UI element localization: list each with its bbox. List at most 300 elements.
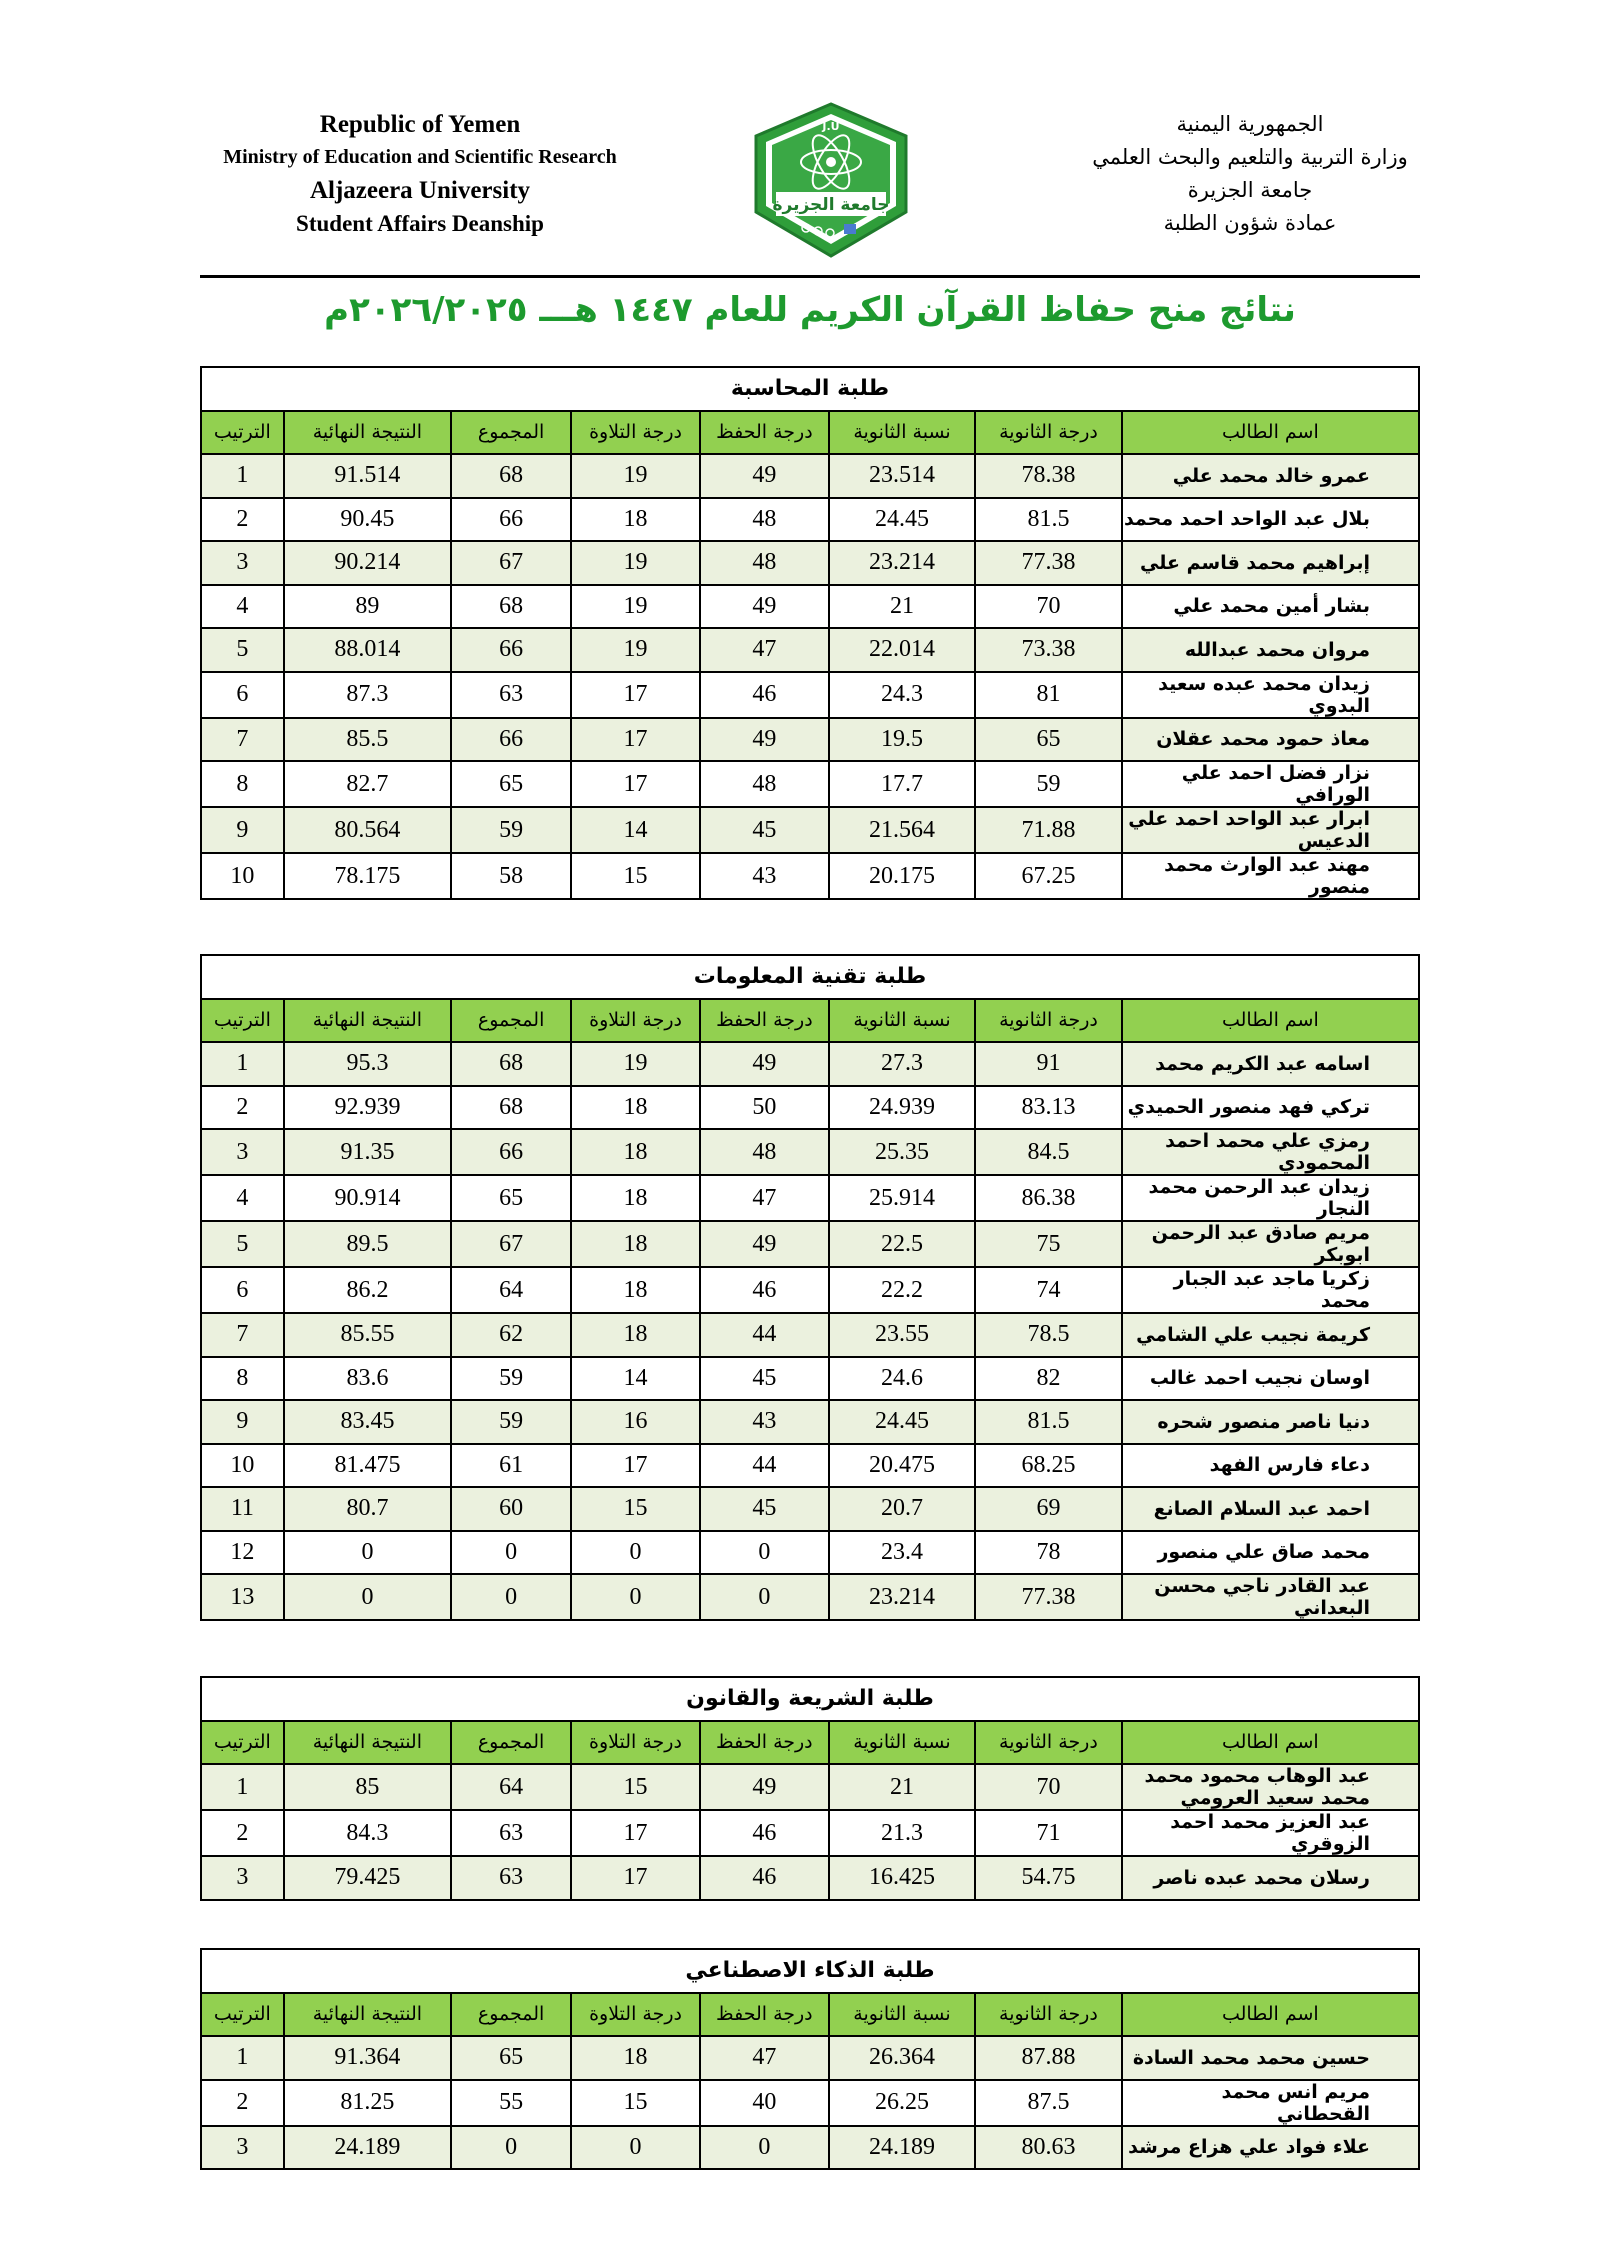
table-header-row [201,1993,1419,2037]
letterhead [0,0,1600,280]
rank-cell: 10 [201,1444,284,1488]
university-logo-icon [746,100,916,260]
total-cell: 0 [451,1531,571,1575]
table-row [201,1221,1419,1267]
final-result-cell: 90.914 [284,1175,451,1221]
rank-cell: 7 [201,718,284,762]
memorization-cell: 45 [700,807,829,853]
english-line-ministry: Ministry of Education and Scientific Research [223,146,617,168]
final-result-cell: 83.45 [284,1400,451,1444]
secondary-percent-cell: 26.364 [829,2036,975,2080]
secondary-grade-cell: 91 [975,1042,1121,1086]
recitation-cell: 17 [571,672,700,718]
table-row [201,498,1419,542]
student-name-cell: احمد عبد السلام الصانع [1122,1487,1419,1531]
rank-cell: 11 [201,1487,284,1531]
secondary-grade-cell: 80.63 [975,2126,1121,2170]
recitation-cell: 15 [571,853,700,899]
final-result-cell: 90.45 [284,498,451,542]
total-cell: 65 [451,2036,571,2080]
section-title: طلبة الشريعة والقانون [201,1677,1419,1721]
total-cell: 66 [451,498,571,542]
column-header-final-result: النتيجة النهائية [284,411,451,455]
student-name-cell: اوسان نجيب احمد غالب [1122,1357,1419,1401]
rank-cell: 6 [201,1267,284,1313]
recitation-cell: 0 [571,1531,700,1575]
rank-cell: 3 [201,1129,284,1175]
secondary-percent-cell: 21 [829,1764,975,1810]
memorization-cell: 49 [700,454,829,498]
column-header-student-name: اسم الطالب [1122,1993,1419,2037]
final-result-cell: 87.3 [284,672,451,718]
column-header-student-name: اسم الطالب [1122,1721,1419,1765]
section-title: طلبة تقنية المعلومات [201,955,1419,999]
recitation-cell: 19 [571,541,700,585]
recitation-cell: 15 [571,1764,700,1810]
student-name-cell: مهند عبد الوارث محمد منصور [1122,853,1419,899]
memorization-cell: 47 [700,1175,829,1221]
table-row [201,628,1419,672]
recitation-cell: 18 [571,2036,700,2080]
memorization-cell: 0 [700,1531,829,1575]
column-header-rank: الترتيب [201,1993,284,2037]
english-line-deanship: Student Affairs Deanship [296,211,544,236]
table-row [201,1810,1419,1856]
recitation-cell: 14 [571,807,700,853]
table-row [201,1313,1419,1357]
final-result-cell: 83.6 [284,1357,451,1401]
table-row [201,2126,1419,2170]
recitation-cell: 19 [571,628,700,672]
secondary-percent-cell: 22.5 [829,1221,975,1267]
rank-cell: 12 [201,1531,284,1575]
section-title-row [201,955,1419,999]
student-name-cell: تركي فهد منصور الحميدي [1122,1086,1419,1130]
recitation-cell: 14 [571,1357,700,1401]
final-result-cell: 92.939 [284,1086,451,1130]
secondary-grade-cell: 81.5 [975,1400,1121,1444]
secondary-percent-cell: 23.55 [829,1313,975,1357]
student-name-cell: عبد الوهاب محمود محمد محمد سعيد العرومي [1122,1764,1419,1810]
total-cell: 68 [451,1086,571,1130]
rank-cell: 9 [201,807,284,853]
secondary-percent-cell: 20.175 [829,853,975,899]
final-result-cell: 81.475 [284,1444,451,1488]
recitation-cell: 18 [571,1313,700,1357]
memorization-cell: 44 [700,1444,829,1488]
table-row [201,1531,1419,1575]
table-row [201,761,1419,807]
secondary-percent-cell: 24.189 [829,2126,975,2170]
recitation-cell: 18 [571,1267,700,1313]
student-name-cell: مروان محمد عبدالله [1122,628,1419,672]
english-line-university: Aljazeera University [309,177,531,204]
student-name-cell: نزار فضل احمد علي الورافي [1122,761,1419,807]
table-row [201,1267,1419,1313]
total-cell: 63 [451,1810,571,1856]
recitation-cell: 17 [571,718,700,762]
total-cell: 66 [451,628,571,672]
secondary-percent-cell: 25.914 [829,1175,975,1221]
secondary-grade-cell: 68.25 [975,1444,1121,1488]
total-cell: 68 [451,585,571,629]
total-cell: 63 [451,672,571,718]
total-cell: 0 [451,1574,571,1620]
logo-name: جامعة الجزيرة [772,195,890,215]
student-name-cell: اسامه عبد الكريم محمد [1122,1042,1419,1086]
final-result-cell: 88.014 [284,628,451,672]
recitation-cell: 18 [571,1221,700,1267]
memorization-cell: 48 [700,498,829,542]
table-header-row [201,411,1419,455]
table-row [201,2036,1419,2080]
secondary-grade-cell: 67.25 [975,853,1121,899]
student-name-cell: عبد العزيز محمد احمد الزوقري [1122,1810,1419,1856]
arabic-line-ministry: وزارة التربية والتلعيم والبحث العلمي [1092,145,1408,169]
secondary-grade-cell: 78.5 [975,1313,1121,1357]
recitation-cell: 15 [571,2080,700,2126]
secondary-grade-cell: 81.5 [975,498,1121,542]
column-header-student-name: اسم الطالب [1122,411,1419,455]
arabic-line-country: الجمهورية اليمنية [1176,112,1324,136]
column-header-rank: الترتيب [201,999,284,1043]
memorization-cell: 49 [700,718,829,762]
table-row [201,807,1419,853]
final-result-cell: 90.214 [284,541,451,585]
memorization-cell: 45 [700,1487,829,1531]
secondary-grade-cell: 84.5 [975,1129,1121,1175]
student-name-cell: عمرو خالد محمد علي [1122,454,1419,498]
memorization-cell: 43 [700,853,829,899]
total-cell: 0 [451,2126,571,2170]
table-row [201,1086,1419,1130]
section-title-row [201,1677,1419,1721]
column-header-total: المجموع [451,1993,571,2037]
table-row [201,2080,1419,2126]
table-row [201,1042,1419,1086]
secondary-percent-cell: 21.3 [829,1810,975,1856]
memorization-cell: 48 [700,761,829,807]
rank-cell: 10 [201,853,284,899]
final-result-cell: 24.189 [284,2126,451,2170]
secondary-percent-cell: 24.3 [829,672,975,718]
final-result-cell: 81.25 [284,2080,451,2126]
results-table [200,1948,1420,2170]
student-name-cell: مريم صادق عبد الرحمن ابوبكر [1122,1221,1419,1267]
total-cell: 59 [451,807,571,853]
total-cell: 66 [451,1129,571,1175]
secondary-grade-cell: 71 [975,1810,1121,1856]
student-name-cell: محمد صاق علي منصور [1122,1531,1419,1575]
rank-cell: 5 [201,628,284,672]
final-result-cell: 95.3 [284,1042,451,1086]
section-sharia-law [200,1676,1420,1901]
column-header-secondary-grade: درجة الثانوية [975,1721,1121,1765]
rank-cell: 9 [201,1400,284,1444]
total-cell: 65 [451,761,571,807]
secondary-grade-cell: 81 [975,672,1121,718]
column-header-memorization: درجة الحفظ [700,999,829,1043]
column-header-total: المجموع [451,1721,571,1765]
total-cell: 61 [451,1444,571,1488]
rank-cell: 3 [201,541,284,585]
table-row [201,1574,1419,1620]
total-cell: 58 [451,853,571,899]
memorization-cell: 49 [700,585,829,629]
final-result-cell: 86.2 [284,1267,451,1313]
recitation-cell: 19 [571,1042,700,1086]
column-header-rank: الترتيب [201,411,284,455]
table-header-row [201,999,1419,1043]
rank-cell: 2 [201,498,284,542]
column-header-secondary-percent: نسبة الثانوية [829,411,975,455]
recitation-cell: 18 [571,498,700,542]
memorization-cell: 44 [700,1313,829,1357]
column-header-secondary-percent: نسبة الثانوية [829,1993,975,2037]
secondary-percent-cell: 22.2 [829,1267,975,1313]
secondary-grade-cell: 70 [975,1764,1121,1810]
section-information-technology [200,954,1420,1621]
recitation-cell: 17 [571,1856,700,1900]
column-header-final-result: النتيجة النهائية [284,1993,451,2037]
final-result-cell: 78.175 [284,853,451,899]
table-row [201,1175,1419,1221]
student-name-cell: معاذ حمود محمد عقلان [1122,718,1419,762]
column-header-recitation: درجة التلاوة [571,411,700,455]
final-result-cell: 85.5 [284,718,451,762]
recitation-cell: 17 [571,1444,700,1488]
secondary-grade-cell: 73.38 [975,628,1121,672]
recitation-cell: 17 [571,1810,700,1856]
memorization-cell: 48 [700,1129,829,1175]
memorization-cell: 0 [700,2126,829,2170]
section-title: طلبة المحاسبة [201,367,1419,411]
total-cell: 68 [451,454,571,498]
memorization-cell: 47 [700,2036,829,2080]
memorization-cell: 48 [700,541,829,585]
memorization-cell: 43 [700,1400,829,1444]
student-name-cell: بشار أمين محمد علي [1122,585,1419,629]
student-name-cell: دنيا ناصر منصور شحره [1122,1400,1419,1444]
secondary-grade-cell: 70 [975,585,1121,629]
secondary-percent-cell: 20.475 [829,1444,975,1488]
arabic-line-university: جامعة الجزيرة [1187,178,1313,202]
memorization-cell: 49 [700,1221,829,1267]
secondary-grade-cell: 82 [975,1357,1121,1401]
total-cell: 64 [451,1267,571,1313]
total-cell: 68 [451,1042,571,1086]
memorization-cell: 45 [700,1357,829,1401]
rank-cell: 1 [201,1764,284,1810]
student-name-cell: بلال عبد الواحد احمد محمد [1122,498,1419,542]
recitation-cell: 18 [571,1086,700,1130]
student-name-cell: رسلان محمد عبده ناصر [1122,1856,1419,1900]
recitation-cell: 0 [571,2126,700,2170]
final-result-cell: 0 [284,1574,451,1620]
column-header-student-name: اسم الطالب [1122,999,1419,1043]
document-title: نتائج منح حفاظ القرآن الكريم للعام ١٤٤٧ هـــ ٢٠٢٦/٢٠٢٥م [324,290,1296,330]
column-header-total: المجموع [451,411,571,455]
final-result-cell: 91.514 [284,454,451,498]
secondary-grade-cell: 87.5 [975,2080,1121,2126]
total-cell: 63 [451,1856,571,1900]
column-header-memorization: درجة الحفظ [700,1993,829,2037]
column-header-recitation: درجة التلاوة [571,999,700,1043]
memorization-cell: 46 [700,1856,829,1900]
secondary-percent-cell: 23.214 [829,1574,975,1620]
table-row [201,1487,1419,1531]
rank-cell: 2 [201,2080,284,2126]
final-result-cell: 85.55 [284,1313,451,1357]
recitation-cell: 16 [571,1400,700,1444]
section-title-row [201,367,1419,411]
rank-cell: 1 [201,1042,284,1086]
total-cell: 65 [451,1175,571,1221]
table-row [201,454,1419,498]
secondary-grade-cell: 86.38 [975,1175,1121,1221]
rank-cell: 3 [201,1856,284,1900]
student-name-cell: حسين محمد محمد السادة [1122,2036,1419,2080]
rank-cell: 8 [201,761,284,807]
column-header-final-result: النتيجة النهائية [284,1721,451,1765]
final-result-cell: 85 [284,1764,451,1810]
secondary-percent-cell: 24.939 [829,1086,975,1130]
rank-cell: 1 [201,454,284,498]
column-header-rank: الترتيب [201,1721,284,1765]
header-divider [200,275,1420,278]
rank-cell: 2 [201,1810,284,1856]
secondary-grade-cell: 65 [975,718,1121,762]
rank-cell: 4 [201,1175,284,1221]
column-header-final-result: النتيجة النهائية [284,999,451,1043]
final-result-cell: 91.364 [284,2036,451,2080]
recitation-cell: 19 [571,454,700,498]
secondary-percent-cell: 24.45 [829,498,975,542]
total-cell: 67 [451,541,571,585]
secondary-percent-cell: 22.014 [829,628,975,672]
total-cell: 59 [451,1357,571,1401]
student-name-cell: كريمة نجيب علي الشامي [1122,1313,1419,1357]
total-cell: 66 [451,718,571,762]
secondary-grade-cell: 77.38 [975,1574,1121,1620]
rank-cell: 2 [201,1086,284,1130]
rank-cell: 6 [201,672,284,718]
rank-cell: 8 [201,1357,284,1401]
total-cell: 67 [451,1221,571,1267]
secondary-percent-cell: 24.45 [829,1400,975,1444]
column-header-secondary-grade: درجة الثانوية [975,1993,1121,2037]
table-row [201,1444,1419,1488]
table-row [201,718,1419,762]
table-row [201,853,1419,899]
arabic-line-deanship: عمادة شؤون الطلبة [1163,211,1337,235]
final-result-cell: 89 [284,585,451,629]
student-name-cell: علاء فواد علي هزاع مرشد [1122,2126,1419,2170]
secondary-percent-cell: 24.6 [829,1357,975,1401]
final-result-cell: 80.564 [284,807,451,853]
column-header-total: المجموع [451,999,571,1043]
logo-abbr: J.U [822,120,840,133]
rank-cell: 1 [201,2036,284,2080]
section-artificial-intelligence [200,1948,1420,2170]
secondary-grade-cell: 83.13 [975,1086,1121,1130]
secondary-grade-cell: 77.38 [975,541,1121,585]
memorization-cell: 49 [700,1042,829,1086]
secondary-percent-cell: 21 [829,585,975,629]
table-row [201,585,1419,629]
total-cell: 60 [451,1487,571,1531]
total-cell: 62 [451,1313,571,1357]
memorization-cell: 47 [700,628,829,672]
english-line-country: Republic of Yemen [319,111,521,138]
recitation-cell: 19 [571,585,700,629]
column-header-secondary-grade: درجة الثانوية [975,999,1121,1043]
rank-cell: 5 [201,1221,284,1267]
secondary-grade-cell: 78 [975,1531,1121,1575]
student-name-cell: مريم انس محمد القحطاني [1122,2080,1419,2126]
secondary-grade-cell: 74 [975,1267,1121,1313]
secondary-percent-cell: 21.564 [829,807,975,853]
student-name-cell: زيدان عبد الرحمن محمد النجار [1122,1175,1419,1221]
secondary-grade-cell: 87.88 [975,2036,1121,2080]
table-row [201,672,1419,718]
section-title-row [201,1949,1419,1993]
results-table [200,954,1420,1621]
table-row [201,541,1419,585]
memorization-cell: 46 [700,672,829,718]
student-name-cell: زكريا ماجد عبد الجبار محمد [1122,1267,1419,1313]
student-name-cell: إبراهيم محمد قاسم علي [1122,541,1419,585]
column-header-recitation: درجة التلاوة [571,1993,700,2037]
recitation-cell: 15 [571,1487,700,1531]
recitation-cell: 18 [571,1129,700,1175]
column-header-recitation: درجة التلاوة [571,1721,700,1765]
secondary-percent-cell: 26.25 [829,2080,975,2126]
column-header-memorization: درجة الحفظ [700,1721,829,1765]
secondary-grade-cell: 69 [975,1487,1121,1531]
recitation-cell: 17 [571,761,700,807]
section-title: طلبة الذكاء الاصطناعي [201,1949,1419,1993]
table-row [201,1764,1419,1810]
rank-cell: 4 [201,585,284,629]
memorization-cell: 0 [700,1574,829,1620]
student-name-cell: رمزي علي محمد احمد المحمودي [1122,1129,1419,1175]
table-header-row [201,1721,1419,1765]
secondary-grade-cell: 59 [975,761,1121,807]
table-row [201,1129,1419,1175]
secondary-percent-cell: 23.514 [829,454,975,498]
total-cell: 59 [451,1400,571,1444]
final-result-cell: 91.35 [284,1129,451,1175]
english-letterhead [180,108,660,240]
final-result-cell: 84.3 [284,1810,451,1856]
recitation-cell: 0 [571,1574,700,1620]
results-table [200,366,1420,900]
secondary-percent-cell: 23.214 [829,541,975,585]
column-header-secondary-percent: نسبة الثانوية [829,1721,975,1765]
secondary-percent-cell: 23.4 [829,1531,975,1575]
rank-cell: 13 [201,1574,284,1620]
secondary-percent-cell: 17.7 [829,761,975,807]
results-table [200,1676,1420,1901]
column-header-secondary-grade: درجة الثانوية [975,411,1121,455]
table-row [201,1856,1419,1900]
secondary-percent-cell: 20.7 [829,1487,975,1531]
secondary-grade-cell: 75 [975,1221,1121,1267]
memorization-cell: 46 [700,1810,829,1856]
secondary-percent-cell: 16.425 [829,1856,975,1900]
total-cell: 64 [451,1764,571,1810]
